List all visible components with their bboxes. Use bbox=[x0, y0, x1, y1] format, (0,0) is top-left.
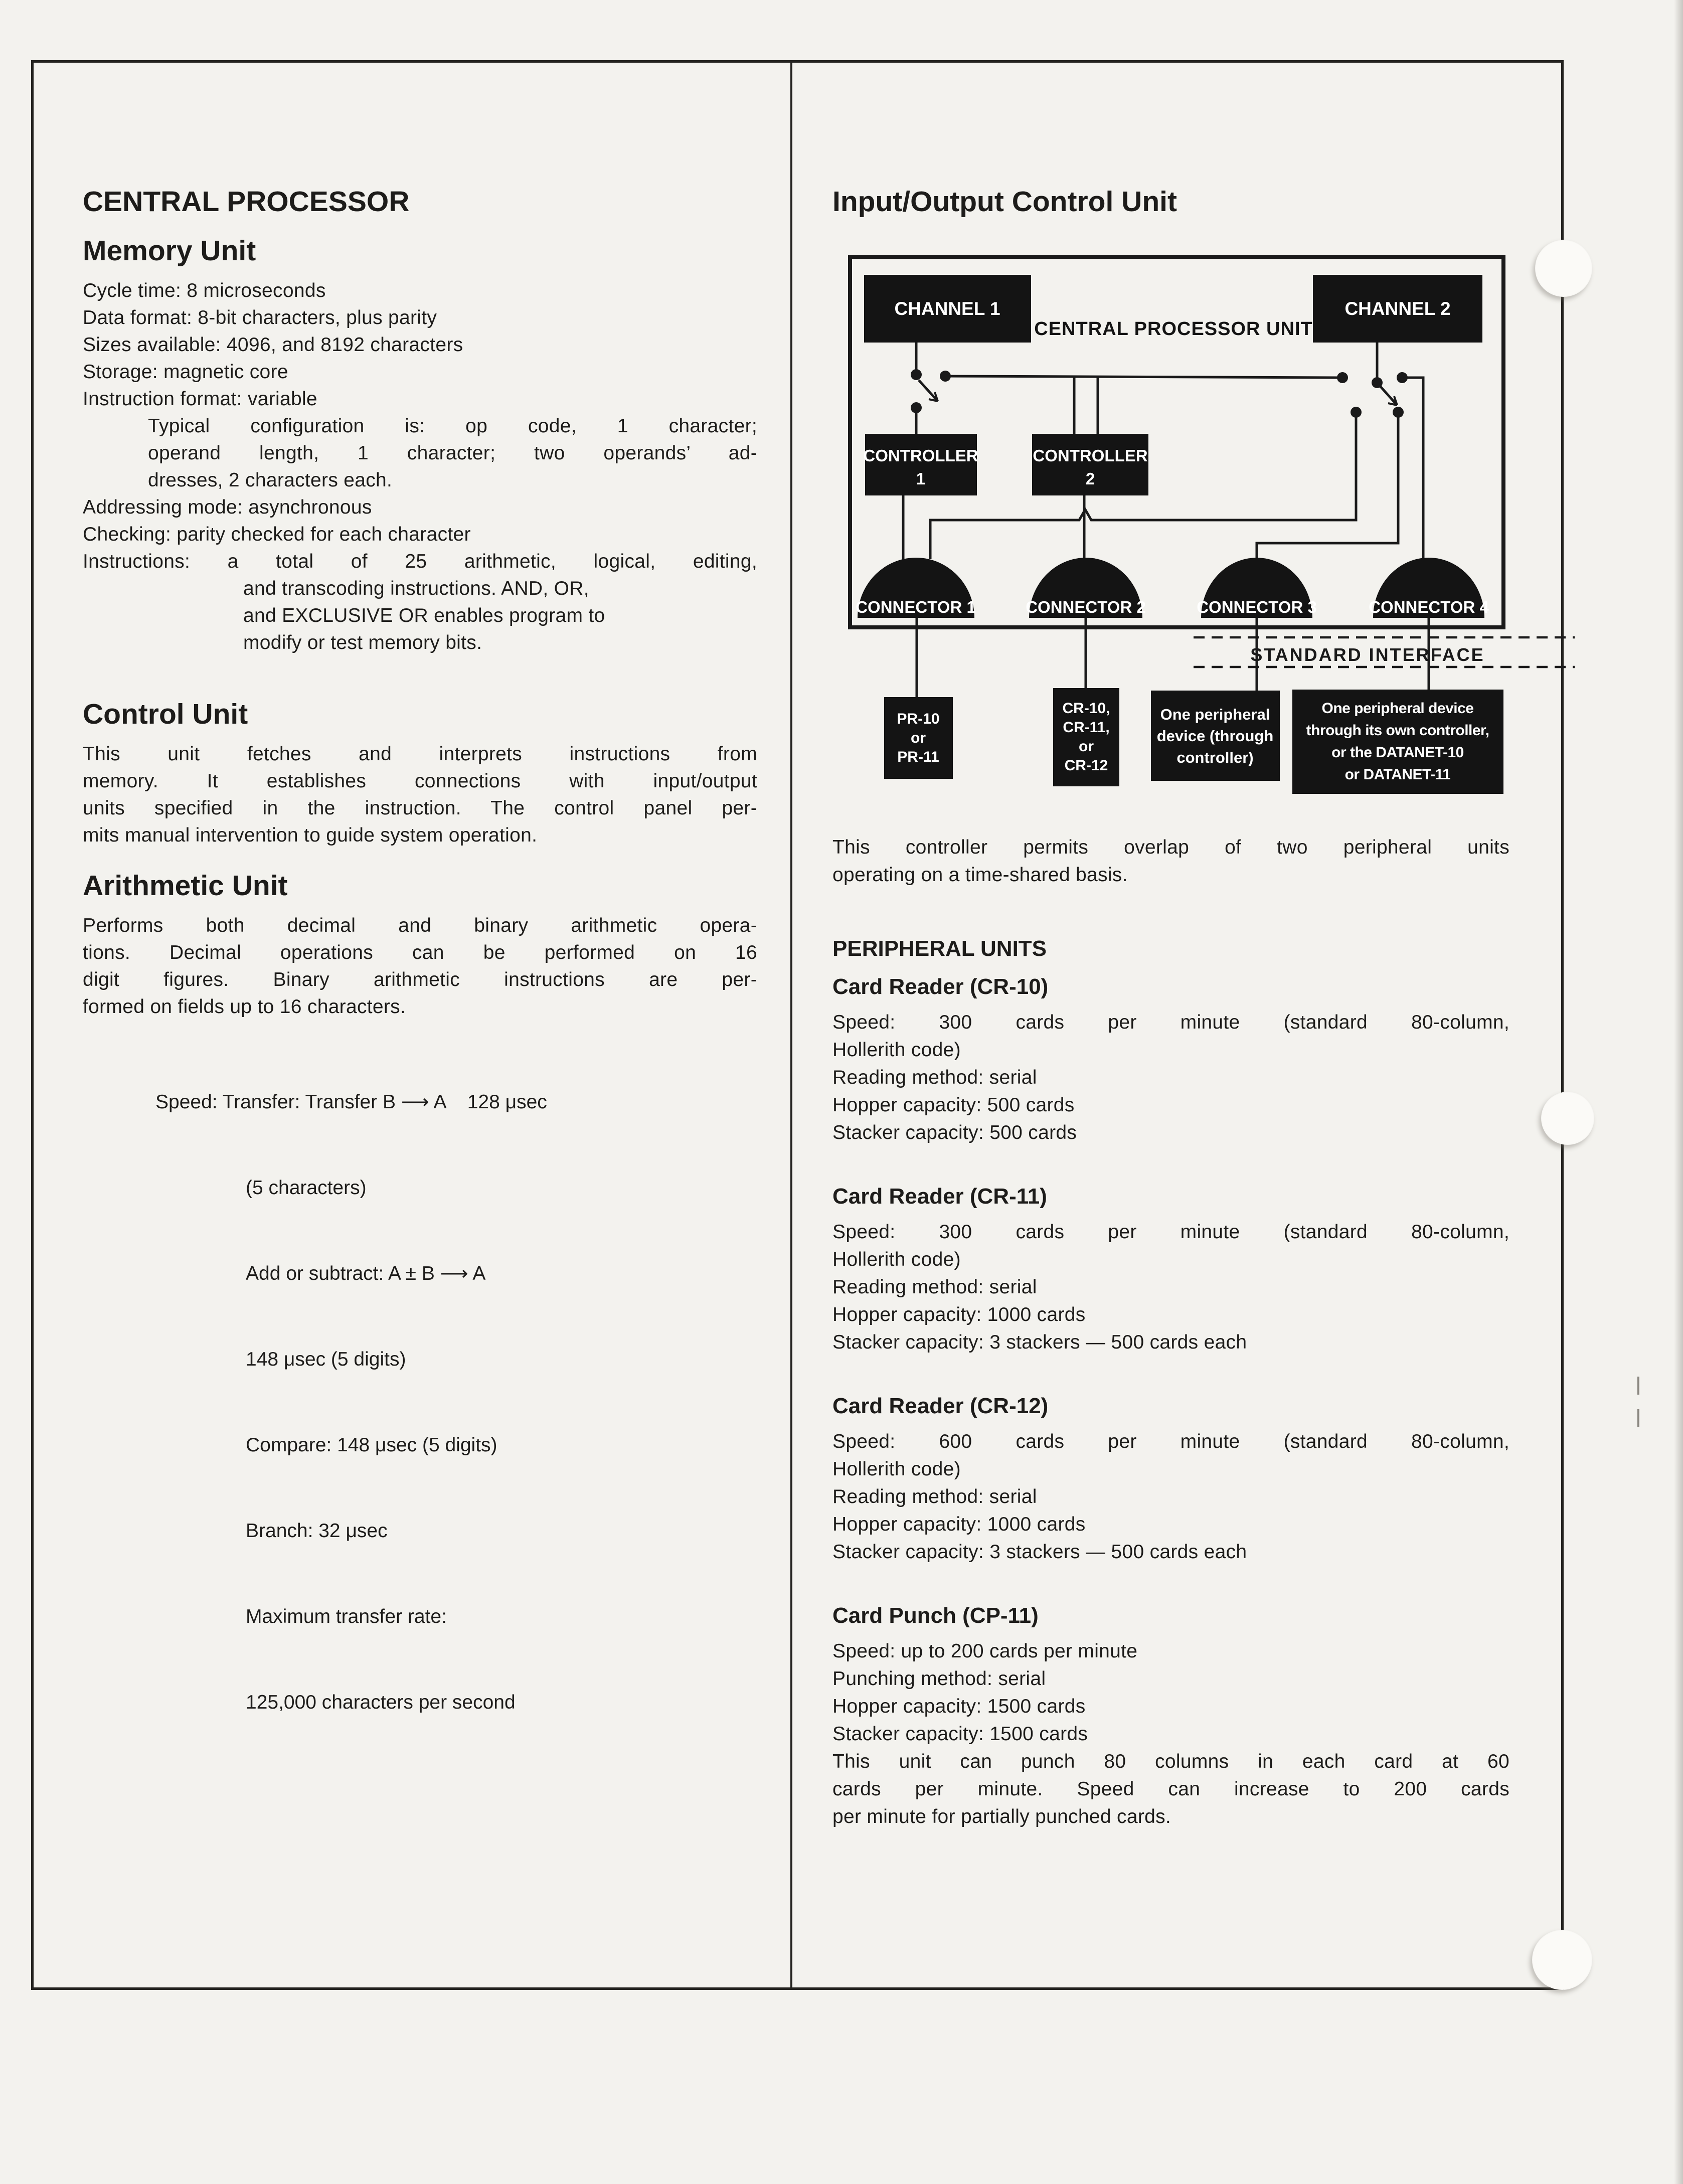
paragraph-line: units specified in the instruction. The control panel per- bbox=[83, 797, 757, 819]
io-control-unit-diagram bbox=[822, 236, 1575, 802]
spec-line: and EXCLUSIVE OR enables program to bbox=[243, 605, 605, 626]
contact-dot bbox=[911, 402, 922, 413]
connector3-label: CONNECTOR 3 bbox=[1197, 598, 1317, 616]
box-line: or bbox=[1079, 738, 1094, 755]
box-line: or DATANET-11 bbox=[1344, 766, 1451, 783]
left-column bbox=[83, 187, 757, 1774]
speed-line: Add or subtract: A ± B ⟶ A bbox=[246, 1263, 486, 1284]
section-title-central-processor: CENTRAL PROCESSOR bbox=[83, 186, 410, 218]
controller1-number: 1 bbox=[916, 469, 926, 488]
switch2-to-connector4 bbox=[1402, 378, 1423, 558]
spec-line: Typical configuration is: op code, 1 character; bbox=[148, 415, 757, 437]
spec-line: dresses, 2 characters each. bbox=[148, 469, 393, 491]
peripheral-units-section bbox=[832, 936, 1509, 1830]
heading-card-reader-cr11: Card Reader (CR-11) bbox=[832, 1184, 1047, 1209]
spec-line: Hopper capacity: 1000 cards bbox=[832, 1514, 1086, 1535]
paragraph-line: formed on fields up to 16 characters. bbox=[83, 996, 406, 1018]
paragraph-line: memory. It establishes connections with input/output bbox=[83, 770, 757, 792]
spec-line: Cycle time: 8 microseconds bbox=[83, 280, 326, 301]
connector1-label: CONNECTOR 1 bbox=[856, 598, 976, 616]
cpu-unit-label: CENTRAL PROCESSOR UNIT bbox=[1034, 318, 1313, 340]
spec-line: Reading method: serial bbox=[832, 1486, 1037, 1507]
box-line: PR-10 bbox=[897, 711, 940, 727]
spec-line: Hopper capacity: 1500 cards bbox=[832, 1696, 1086, 1717]
speed-line: Compare: 148 μsec (5 digits) bbox=[246, 1434, 497, 1456]
channel-bus-line bbox=[945, 376, 1342, 378]
paragraph-line: Performs both decimal and binary arithmetic opera- bbox=[83, 915, 757, 936]
speed-line: (5 characters) bbox=[246, 1177, 367, 1199]
speed-line: 125,000 characters per second bbox=[246, 1692, 516, 1713]
speed-line: Maximum transfer rate: bbox=[246, 1606, 447, 1627]
paragraph-line: digit figures. Binary arithmetic instructions are per- bbox=[83, 969, 757, 990]
box-line: CR-10, bbox=[1062, 700, 1110, 717]
punch-hole bbox=[1535, 240, 1592, 297]
punch-hole bbox=[1541, 1092, 1594, 1145]
standard-interface-label: STANDARD INTERFACE bbox=[1250, 644, 1485, 665]
box-line: or bbox=[911, 730, 926, 746]
speed-line: 148 μsec (5 digits) bbox=[246, 1349, 406, 1370]
spec-line: Stacker capacity: 3 stackers — 500 cards each bbox=[832, 1541, 1247, 1563]
paragraph-line: tions. Decimal operations can be performed on 16 bbox=[83, 942, 757, 963]
paragraph-line: mits manual intervention to guide system operation. bbox=[83, 824, 538, 846]
controller-note bbox=[832, 833, 1509, 889]
connector2-label: CONNECTOR 2 bbox=[1026, 598, 1146, 616]
spec-line: Speed: up to 200 cards per minute bbox=[832, 1640, 1138, 1662]
box-line: One peripheral bbox=[1160, 706, 1270, 723]
spec-line: Hopper capacity: 500 cards bbox=[832, 1094, 1075, 1116]
spec-line: Speed: 300 cards per minute (standard 80-column, bbox=[832, 1221, 1509, 1243]
box-line: controller) bbox=[1176, 749, 1254, 766]
spec-line: operand length, 1 character; two operands’ ad- bbox=[148, 442, 757, 464]
scan-artifact-tick bbox=[1637, 1377, 1639, 1395]
box-line: CR-11, bbox=[1063, 719, 1110, 736]
contact-dot bbox=[1372, 377, 1383, 388]
spec-line: Speed: 300 cards per minute (standard 80-column, bbox=[832, 1012, 1509, 1033]
spec-line: Hollerith code) bbox=[832, 1458, 961, 1480]
speed-line: Speed: Transfer: Transfer B ⟶ A 128 μsec bbox=[155, 1091, 547, 1113]
box-line: or the DATANET-10 bbox=[1331, 744, 1464, 761]
spec-line: Reading method: serial bbox=[832, 1276, 1037, 1298]
spec-line: Stacker capacity: 500 cards bbox=[832, 1122, 1077, 1143]
spec-line: Storage: magnetic core bbox=[83, 361, 288, 383]
channel1-label: CHANNEL 1 bbox=[894, 298, 1000, 319]
controller2-number: 2 bbox=[1085, 469, 1095, 488]
spec-line: and transcoding instructions. AND, OR, bbox=[243, 578, 589, 599]
heading-card-reader-cr12: Card Reader (CR-12) bbox=[832, 1394, 1049, 1418]
spec-line: Stacker capacity: 3 stackers — 500 cards each bbox=[832, 1331, 1247, 1353]
spec-line: Reading method: serial bbox=[832, 1067, 1037, 1088]
spec-line: Hollerith code) bbox=[832, 1039, 961, 1061]
box-line: device (through bbox=[1156, 727, 1274, 745]
box-line: through its own controller, bbox=[1306, 722, 1489, 739]
spec-line: Instruction format: variable bbox=[83, 388, 317, 410]
spec-line: Data format: 8-bit characters, plus parity bbox=[83, 307, 437, 328]
controller2-label: CONTROLLER bbox=[1033, 446, 1148, 465]
column-divider bbox=[790, 60, 792, 1990]
contact-dot bbox=[911, 369, 922, 380]
controller1-label: CONTROLLER bbox=[863, 446, 978, 465]
switch2-to-connector3 bbox=[1257, 412, 1398, 558]
spec-line: Stacker capacity: 1500 cards bbox=[832, 1723, 1088, 1745]
heading-control-unit: Control Unit bbox=[83, 698, 248, 730]
spec-line: cards per minute. Speed can increase to 200 cards bbox=[832, 1778, 1509, 1800]
contact-dot bbox=[1393, 407, 1404, 418]
heading-io-control-unit: Input/Output Control Unit bbox=[832, 186, 1177, 218]
spec-line: Sizes available: 4096, and 8192 characters bbox=[83, 334, 463, 356]
contact-dot bbox=[1351, 407, 1362, 418]
connector4-label: CONNECTOR 4 bbox=[1369, 598, 1489, 616]
contact-dot bbox=[1337, 372, 1348, 383]
switch1-blade bbox=[919, 380, 938, 401]
spec-line: Punching method: serial bbox=[832, 1668, 1046, 1690]
paragraph-line: This unit fetches and interprets instructions from bbox=[83, 743, 757, 765]
box-line: One peripheral device bbox=[1321, 700, 1474, 717]
speed-spec-block bbox=[83, 1031, 757, 1774]
spec-line: Hollerith code) bbox=[832, 1249, 961, 1270]
scan-edge-shadow bbox=[1674, 0, 1683, 2184]
spec-line: Speed: 600 cards per minute (standard 80-column, bbox=[832, 1431, 1509, 1452]
spec-line: This unit can punch 80 columns in each card at 60 bbox=[832, 1751, 1509, 1772]
note-line: This controller permits overlap of two peripheral units bbox=[832, 836, 1509, 858]
contact-dot bbox=[940, 371, 951, 382]
spec-line: Hopper capacity: 1000 cards bbox=[832, 1304, 1086, 1325]
note-line: operating on a time-shared basis. bbox=[832, 864, 1128, 886]
spec-line: Addressing mode: asynchronous bbox=[83, 496, 372, 518]
spec-line: Checking: parity checked for each character bbox=[83, 524, 471, 545]
channel2-label: CHANNEL 2 bbox=[1344, 298, 1451, 319]
heading-card-reader-cr10: Card Reader (CR-10) bbox=[832, 974, 1049, 999]
spec-line: modify or test memory bits. bbox=[243, 632, 482, 653]
spec-line: Instructions: a total of 25 arithmetic, logical, editing, bbox=[83, 551, 757, 572]
box-line: PR-11 bbox=[897, 749, 939, 765]
box-line: CR-12 bbox=[1064, 757, 1108, 774]
punch-hole bbox=[1532, 1930, 1592, 1990]
spec-line: per minute for partially punched cards. bbox=[832, 1806, 1171, 1827]
heading-arithmetic-unit: Arithmetic Unit bbox=[83, 870, 288, 902]
scan-artifact-tick bbox=[1637, 1409, 1639, 1427]
heading-peripheral-units: PERIPHERAL UNITS bbox=[832, 936, 1047, 961]
heading-memory-unit: Memory Unit bbox=[83, 235, 256, 267]
speed-line: Branch: 32 μsec bbox=[246, 1520, 388, 1542]
heading-card-punch-cp11: Card Punch (CP-11) bbox=[832, 1603, 1039, 1628]
contact-dot bbox=[1397, 372, 1408, 383]
